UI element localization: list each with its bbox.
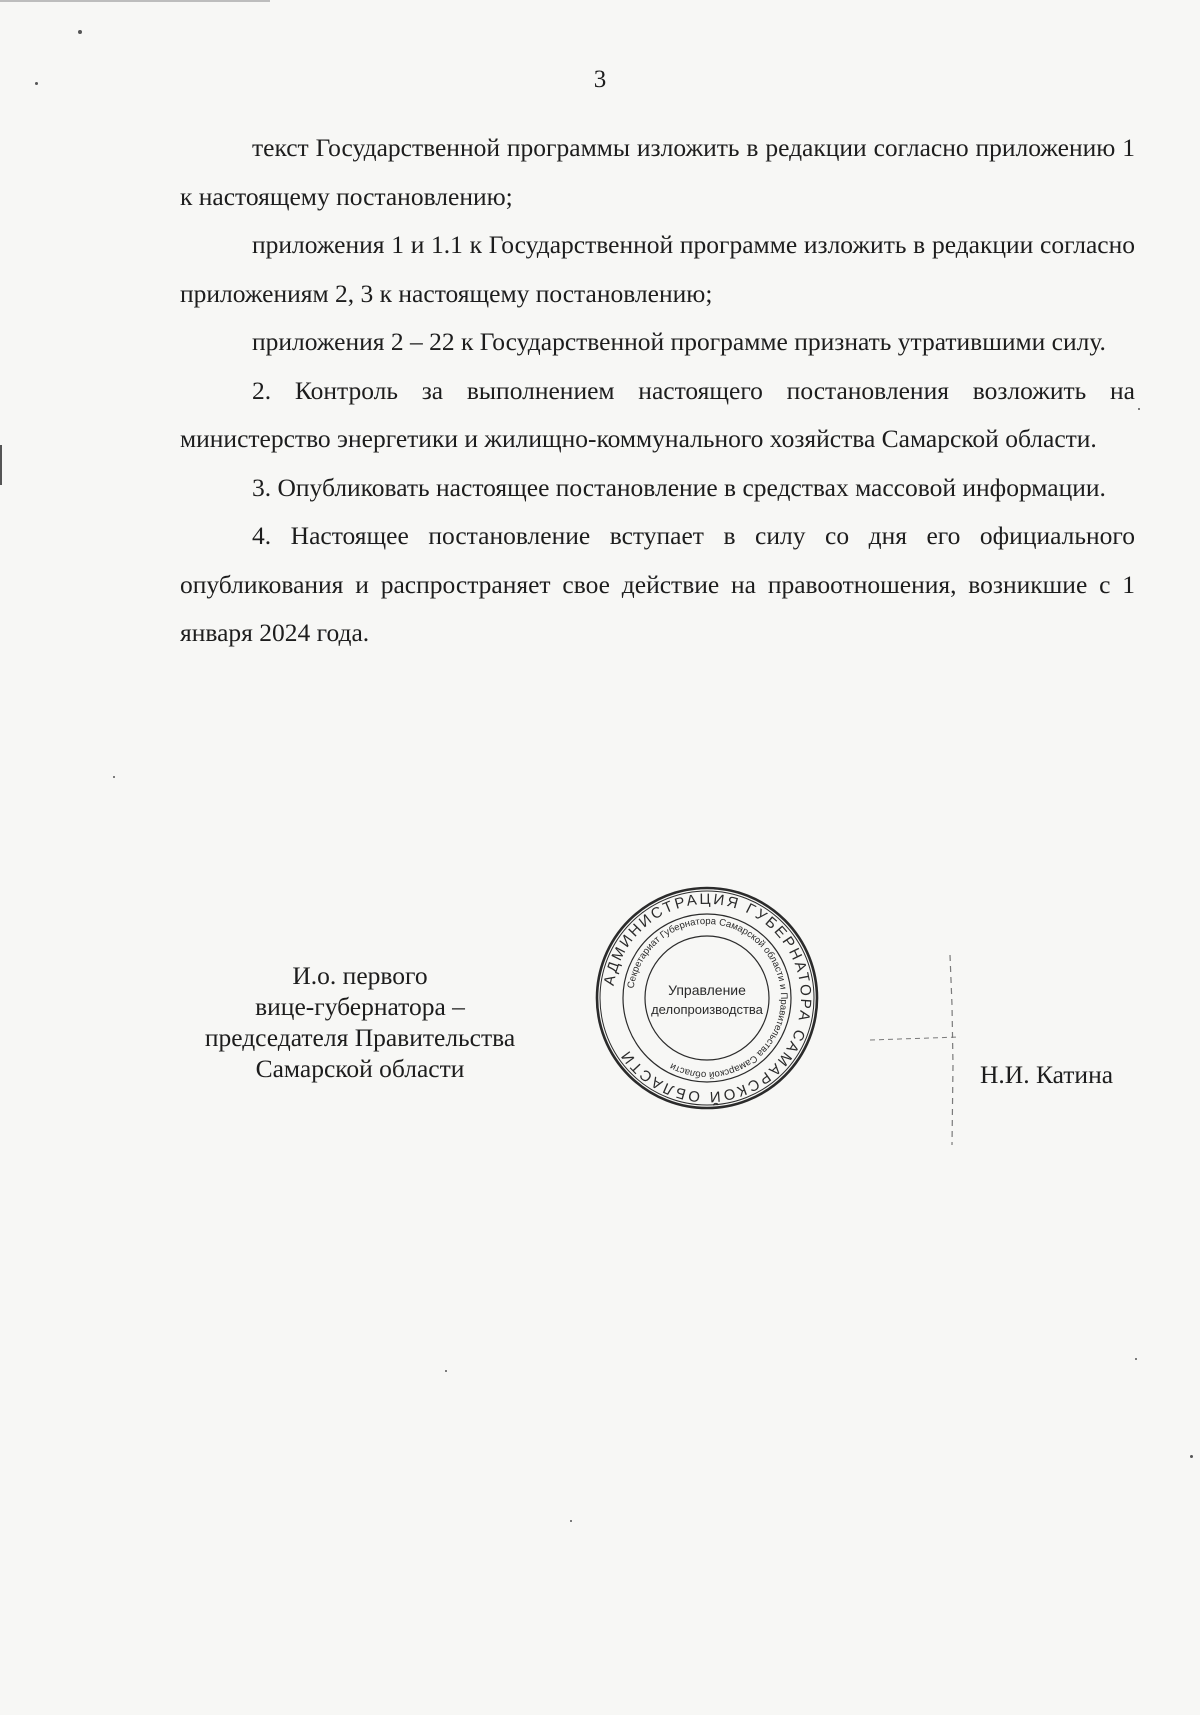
scan-speck [1190, 1455, 1193, 1458]
paragraph-5: 3. Опубликовать настоящее постановление в средствах массовой информации. [252, 472, 1106, 502]
document-body [180, 124, 1135, 658]
page-number: 3 [593, 66, 607, 93]
svg-text:Секретариат Губернатора Самарс [626, 916, 789, 1080]
paragraph-1: текст Государственной программы изложить в редакции согласно приложению 1 к настоящему постановлению; [180, 133, 1135, 211]
stamp-center-line1: Управление [668, 982, 746, 998]
scan-speck [1135, 1358, 1137, 1360]
signatory-position-line: Самарской области [255, 1054, 465, 1083]
scan-speck [35, 82, 38, 85]
scan-speck [113, 776, 115, 778]
signature-scribble [860, 945, 970, 1165]
scan-speck [0, 445, 2, 485]
scan-edge-line [0, 0, 270, 2]
signatory-position-line: вице-губернатора – [255, 992, 465, 1021]
signatory-position [180, 960, 540, 1084]
paragraph-6: 4. Настоящее постановление вступает в силу со дня его официального опубликования и распространяет свое действие на правоотношения, возникшие с 1 января 2024 года. [180, 521, 1135, 647]
stamp-center-line2: делопроизводства [651, 1002, 763, 1017]
paragraph-3: приложения 2 – 22 к Государственной программе признать утратившими силу. [252, 327, 1106, 356]
paragraph-2: приложения 1 и 1.1 к Государственной программе изложить в редакции согласно приложениям 2, 3 к настоящему постановлению; [180, 230, 1135, 308]
scan-speck [1138, 408, 1140, 410]
signatory-name: Н.И. Катина [980, 1060, 1114, 1089]
paragraph-4: 2. Контроль за выполнением настоящего постановления возложить на министерство энергетики и жилищно-коммунального хозяйства Самарской области. [180, 375, 1135, 453]
stamp-inner-text: Секретариат Губернатора Самарской области и Правительства Самарской области [625, 915, 790, 1081]
stamp-outer-text: АДМИНИСТРАЦИЯ ГУБЕРНАТОРА САМАРСКОЙ ОБЛАСТИ [600, 890, 815, 1106]
signatory-position-line: И.о. первого [292, 961, 428, 990]
official-stamp [592, 883, 822, 1113]
signatory-position-line: председателя Правительства [204, 1023, 516, 1052]
scan-speck [570, 1520, 572, 1522]
scan-speck [78, 30, 82, 34]
scan-speck [445, 1370, 447, 1372]
